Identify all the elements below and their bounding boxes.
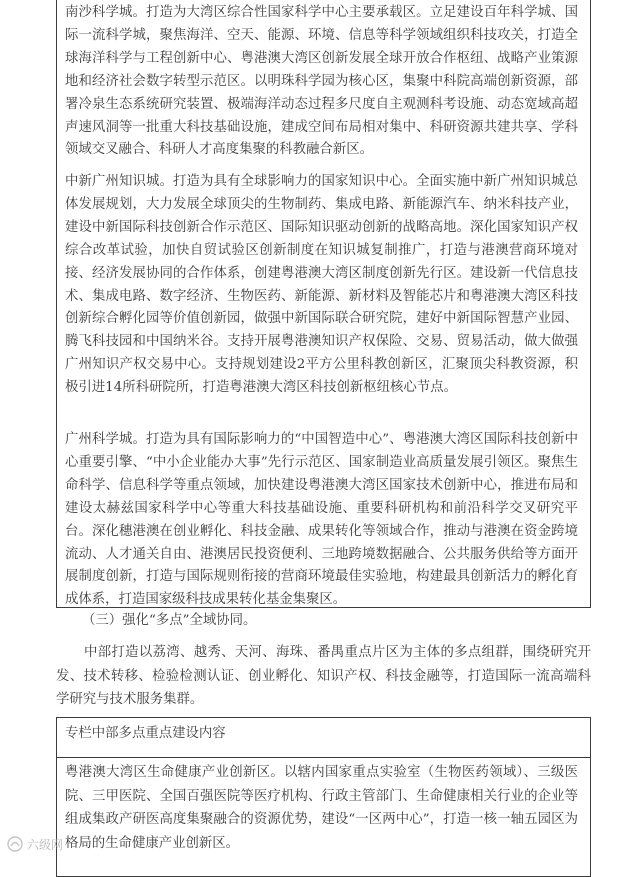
watermark — [6, 832, 74, 856]
watermark-logo-icon — [6, 835, 24, 853]
knowledge-city-paragraph: 中新广州知识城。打造为具有全球影响力的国家知识中心。全面实施中新广州知识城总体发展规划，大力发展全球顶尖的生物制药、集成电路、新能源汽车、纳米科技产业，建设中新国际科技创新合作示范区、国际知识驱动创新的战略高地。深化国家知识产权综合改革试验，加快自贸试验区创新制度在知识城复制推广，打造与港澳营商环境对接、经济发展协同的合作体系，创建粤港澳大湾区制度创新先行区。建设新一代信息技术、集成电路、数字经济、生物医药、新能源、新材料及智能芯片和粤港澳大湾区科技创新综合孵化园等价值创新园，做强中新国际联合研究院，建好中新国际智慧产业园、腾飞科技园和中国纳米谷。支持开展粤港澳知识产权保险、交易、贸易活动，做大做强广州知识产权交易中心。支持规划建设2平方公里科教创新区，汇聚顶尖科教资源，积极引进14所科研院所，打造粤港澳大湾区科技创新枢纽核心节点。 — [65, 174, 578, 396]
column-title: 专栏中部多点重点建设内容 — [65, 726, 226, 741]
guangzhou-science-city-paragraph: 广州科学城。打造为具有国际影响力的“中国智造中心”、粤港澳大湾区国际科技创新中心重要引擎、“中小企业能办大事”先行示范区、国家制造业高质量发展引领区。聚焦生命科学、信息科学等重点领域，加快建设粤港澳大湾区国家技术创新中心，推进布局和建设太赫兹国家科学中心等重大科技基础设施、重要科研机构和前沿科学交叉研究平台。深化穗港澳在创业孵化、科技金融、成果转化等领域合作，推动与港澳在资金跨境流动、人才通关自由、港澳居民投资便利、三地跨境数据融合、公共服务供给等方面开展制度创新，打造与国际规则衔接的营商环境最佳实验地，构建最具创新活力的孵化育成体系，打造国家级科技成果转化基金集聚区。 — [65, 432, 578, 608]
feature-box-bottom — [56, 717, 591, 877]
watermark-text: 六级网 — [27, 837, 64, 852]
column-divider — [57, 757, 590, 758]
feature-box-top — [56, 0, 591, 608]
section-heading: （三）强化“多点”全域协同。 — [82, 613, 257, 628]
nansha-science-city-paragraph: 南沙科学城。打造为大湾区综合性国家科学中心主要承载区。立足建设百年科学城、国际一流科学城，聚焦海洋、空天、能源、环境、信息等科学领域组织科技攻关，打造全球海洋科学与工程创新中心、粤港澳大湾区创新发展全球开放合作枢纽、战略产业策源地和经济社会数字转型示范区。以明珠科学园为核心区，集聚中科院高端创新资源，部署冷泉生态系统研究装置、极端海洋动态过程多尺度自主观测科考设施、动态宽域高超声速风洞等一批重大科技基础设施，建成空间布局相对集中、科研资源共建共享、学科领域交叉融合、科研人才高度集聚的科教融合新区。 — [65, 5, 578, 158]
section-body-paragraph: 中部打造以荔湾、越秀、天河、海珠、番禺重点片区为主体的多点组群，围绕研究开发、技术转移、检验检测认证、创业孵化、知识产权、科技金融等，打造国际一流高端科学研究与技术服务集群。 — [56, 645, 591, 707]
life-health-innovation-paragraph: 粤港澳大湾区生命健康产业创新区。以辖内国家重点实验室（生物医药领域）、三级医院、三甲医院、全国百强医院等医疗机构、行政主管部门、生命健康相关行业的企业等组成集政产研医高度集聚融合的资源优势，建设“一区两中心”，打造一核一轴五园区为格局的生命健康产业创新区。 — [65, 765, 578, 851]
